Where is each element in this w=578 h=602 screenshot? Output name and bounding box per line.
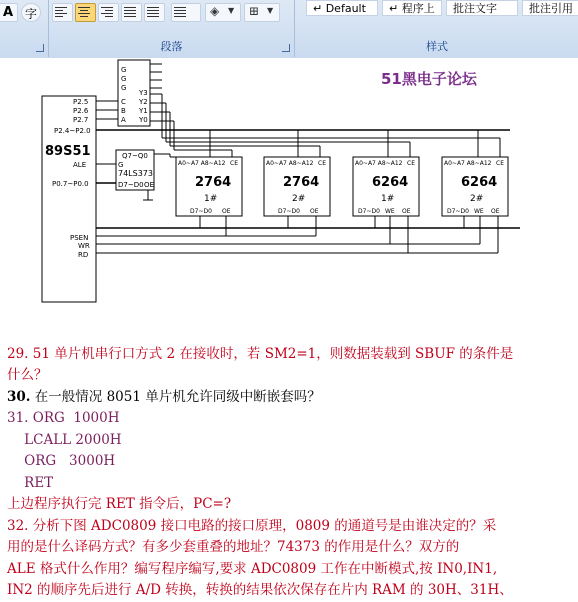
style-program[interactable]: ↵ 程序上: [382, 0, 442, 16]
decoder-pin-y3: Y3: [139, 89, 148, 97]
borders-button[interactable]: [244, 3, 280, 22]
chip2-oe: OE: [310, 208, 319, 215]
line-spacing-icon: [174, 7, 186, 18]
paragraph-group: [49, 0, 295, 57]
align-right-button[interactable]: [98, 3, 119, 22]
chip4-ce: CE: [496, 160, 504, 167]
style-comment-ref[interactable]: 批注引用: [522, 0, 578, 16]
cpu-label: 89S51: [45, 144, 91, 159]
q29-line2: 什么？: [7, 367, 48, 383]
chip3-ce: CE: [407, 160, 415, 167]
decoder-pin-y2: Y2: [139, 98, 148, 106]
code-line-2: LCALL 2000H: [7, 432, 122, 448]
chip4-addr-pins: A0~A7 A8~A12: [444, 160, 492, 167]
chip1-name: 2764: [195, 175, 232, 190]
align-left-icon: [55, 7, 67, 18]
decoder-pin-b: B: [121, 107, 126, 115]
font-color-button[interactable]: [0, 3, 18, 22]
styles-group: [296, 0, 578, 57]
q30-number: 30.: [7, 389, 31, 405]
chip2-data-pins: D7~D0: [278, 208, 300, 215]
font-dialog-launcher[interactable]: [36, 44, 44, 52]
q32-line3: ALE 格式什么作用？编写程序编写,要求 ADC0809 工作在中断模式,按 IN0,IN1,: [7, 561, 498, 577]
pin-rd: RD: [78, 251, 89, 259]
pin-p27: P2.7: [73, 116, 89, 124]
q32-line1: 32. 分析下图 ADC0809 接口电路的接口原理，0809 的通道号是由谁决定的？采: [7, 518, 497, 534]
q32-line2: 用的是什么译码方式？有多少套重叠的地址？74373 的作用是什么？双方的: [7, 539, 460, 555]
pin-p24-p20: P2.4~P2.0: [54, 127, 91, 135]
chip4-we: WE: [474, 208, 484, 215]
chip2-name: 2764: [283, 175, 320, 190]
line-spacing-button[interactable]: [171, 3, 201, 22]
chip1-addr-pins: A0~A7 A8~A12: [178, 160, 226, 167]
justify-icon: [124, 7, 136, 18]
decoder-pin-g3: G: [121, 84, 127, 92]
chevron-down-icon: ▼: [228, 6, 235, 15]
font-group: [0, 0, 49, 57]
letter-a-icon: A: [3, 5, 14, 20]
distributed-icon: [147, 7, 159, 18]
decoder-pin-y0: Y0: [139, 116, 148, 124]
chip4-oe: OE: [491, 208, 500, 215]
q31-tail: 上边程序执行完 RET 指令后，PC=?: [7, 496, 232, 512]
chip1-num: 1#: [204, 194, 218, 204]
decoder-pin-y1: Y1: [139, 107, 148, 115]
memory-expansion-circuit-diagram: [0, 58, 578, 338]
align-left-button[interactable]: [52, 3, 73, 22]
chip3-we: WE: [385, 208, 395, 215]
chip4-num: 2#: [470, 194, 484, 204]
chevron-down-icon: ▼: [267, 6, 274, 15]
chip2-ce: CE: [318, 160, 326, 167]
latch-pin-d: D7~D0: [118, 181, 144, 189]
q30-line: [7, 387, 574, 409]
enclose-char-button[interactable]: [21, 3, 41, 22]
decoder-pin-g1: G: [121, 66, 127, 74]
chip3-oe: OE: [402, 208, 411, 215]
chip1-data-pins: D7~D0: [190, 208, 212, 215]
pin-p26: P2.6: [73, 107, 89, 115]
q32-line4: IN2 的顺序先后进行 A/D 转换，转换的结果依次保存在片内 RAM 的 30H、31H、: [7, 582, 513, 598]
paint-bucket-icon: ◈: [210, 4, 220, 18]
align-center-icon: [78, 7, 90, 18]
latch-pin-oe: OE: [144, 181, 154, 189]
document-page[interactable]: [0, 58, 578, 599]
forum-watermark-logo: 51黑电子论坛: [381, 70, 477, 88]
chip3-addr-pins: A0~A7 A8~A12: [355, 160, 403, 167]
code-line-1: 31. ORG 1000H: [7, 410, 120, 426]
pin-p07-p00: P0.7~P0.0: [52, 180, 89, 188]
chip3-data-pins: D7~D0: [358, 208, 380, 215]
style-comment-text[interactable]: 批注文字: [446, 0, 518, 16]
decoder-pin-g2: G: [121, 75, 127, 83]
chip2-addr-pins: A0~A7 A8~A12: [266, 160, 314, 167]
q30-text: 在一般情况 8051 单片机允许同级中断嵌套吗？: [30, 389, 321, 405]
chip2-num: 2#: [292, 194, 306, 204]
chip4-name: 6264: [461, 175, 498, 190]
chip3-name: 6264: [372, 175, 409, 190]
justify-button[interactable]: [121, 3, 142, 22]
decoder-pin-c: C: [121, 98, 126, 106]
decoder-pin-a: A: [121, 116, 126, 124]
pin-p25: P2.5: [73, 98, 89, 106]
style-default[interactable]: ↵ Default: [306, 0, 378, 16]
align-right-icon: [101, 7, 113, 18]
latch-pin-g: G: [118, 161, 124, 169]
latch-pin-q: Q7~Q0: [122, 152, 148, 160]
enclosed-char-icon: 字: [25, 7, 38, 21]
code-line-3: ORG 3000H: [7, 453, 116, 469]
chip3-num: 1#: [381, 194, 395, 204]
chip4-data-pins: D7~D0: [447, 208, 469, 215]
align-center-button[interactable]: [75, 3, 96, 22]
q29-line1: 29. 51 单片机串行口方式 2 在接收时，若 SM2=1，则数据装载到 SBUF 的条件是: [7, 346, 514, 362]
pin-ale: ALE: [73, 161, 87, 169]
paragraph-dialog-launcher[interactable]: [282, 44, 290, 52]
distributed-button[interactable]: [144, 3, 165, 22]
latch-label: 74LS373: [118, 169, 153, 178]
styles-group-label: 样式: [426, 40, 448, 53]
border-grid-icon: ⊞: [249, 4, 260, 18]
chip1-oe: OE: [222, 208, 231, 215]
pin-wr: WR: [78, 242, 90, 250]
paragraph-group-label: 段落: [160, 40, 183, 53]
code-line-4: RET: [7, 475, 54, 491]
ribbon: [0, 0, 578, 59]
chip1-ce: CE: [230, 160, 238, 167]
pin-psen: PSEN: [70, 234, 89, 242]
shading-button[interactable]: [205, 3, 241, 22]
